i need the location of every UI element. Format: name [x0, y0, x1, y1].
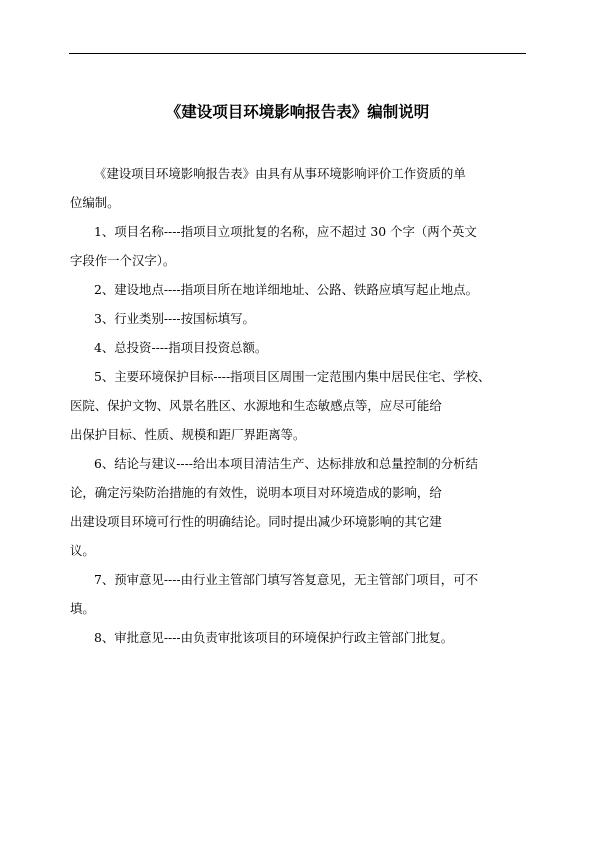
text-line: 字段作一个汉字）。 — [70, 253, 176, 268]
item-8-approval — [70, 623, 530, 652]
text-line: 出建设项目环境可行性的明确结论。同时提出减少环境影响的其它建 — [70, 514, 442, 529]
text-line: 3、行业类别----按国标填写。 — [94, 311, 255, 326]
item-3-industry — [70, 304, 530, 333]
text-line: 8、审批意见----由负责审批该项目的环境保护行政主管部门批复。 — [94, 630, 454, 645]
item-4-investment — [70, 333, 530, 362]
item-2-location — [70, 275, 530, 304]
text-line: 填。 — [70, 601, 95, 616]
intro-paragraph — [70, 159, 530, 217]
text-line: 位编制。 — [70, 195, 120, 210]
text-line: 《建设项目环境影响报告表》由具有从事环境影响评价工作资质的单 — [94, 166, 466, 181]
header-rule — [69, 53, 526, 54]
text-line: 1、项目名称----指项目立项批复的名称，应不超过 30 个字（两个英文 — [94, 224, 477, 239]
text-line: 6、结论与建议----给出本项目清洁生产、达标排放和总量控制的分析结 — [94, 456, 478, 471]
text-line: 5、主要环境保护目标----指项目区周围一定范围内集中居民住宅、学校、 — [94, 369, 491, 384]
text-line: 论，确定污染防治措施的有效性，说明本项目对环境造成的影响，给 — [70, 485, 442, 500]
item-5-protection-targets — [70, 362, 530, 449]
text-line: 2、建设地点----指项目所在地详细地址、公路、铁路应填写起止地点。 — [94, 282, 478, 297]
document-body — [70, 159, 530, 652]
text-line: 医院、保护文物、风景名胜区、水源地和生态敏感点等，应尽可能给 — [70, 398, 442, 413]
text-line: 议。 — [70, 543, 95, 558]
text-line: 出保护目标、性质、规模和距厂界距离等。 — [70, 427, 306, 442]
item-6-conclusions — [70, 449, 530, 565]
text-line: 7、预审意见----由行业主管部门填写答复意见，无主管部门项目，可不 — [94, 572, 478, 587]
item-7-preliminary-review — [70, 565, 530, 623]
item-1-project-name — [70, 217, 530, 275]
text-line: 4、总投资----指项目投资总额。 — [94, 340, 268, 355]
document-title: 《建设项目环境影响报告表》编制说明 — [165, 103, 430, 121]
